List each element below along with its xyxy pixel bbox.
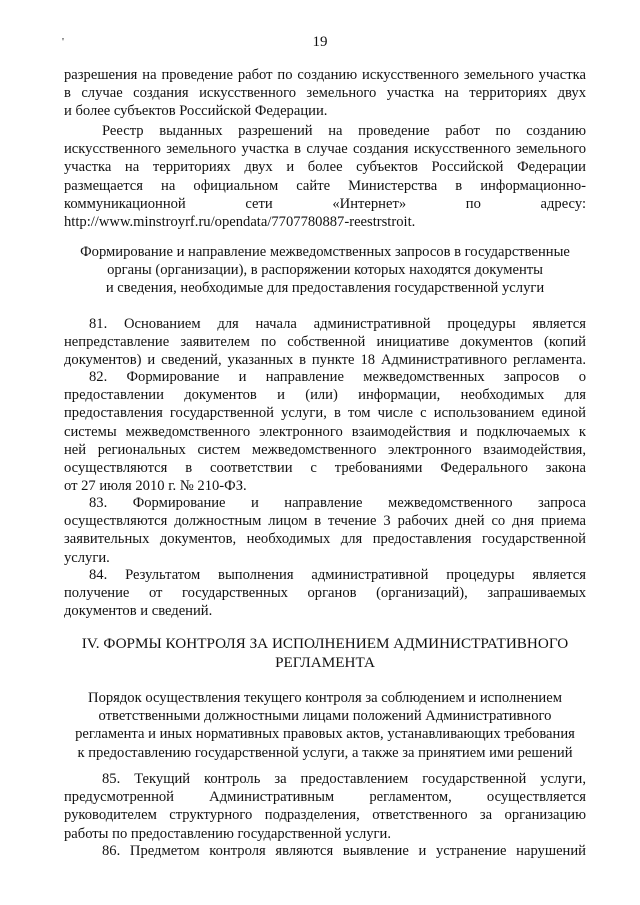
text-line: размещается на официальном сайте Министерства в информационно- — [64, 177, 586, 194]
text-line: к предоставлению государственной услуги, а также за принятием ими решений — [77, 744, 573, 761]
subsection-heading-interagency-requests — [64, 243, 586, 298]
text-line: участка на территориях двух и более субъектов Российской Федерации — [64, 159, 586, 176]
text-line: ответственными должностными лицами положений Административного — [98, 708, 552, 725]
text-line: системы межведомственного электронного взаимодействия и подключаемых к — [64, 423, 586, 440]
text-line: Порядок осуществления текущего контроля за соблюдением и исполнением — [88, 690, 562, 706]
text-line: предоставлении документов и (или) информации, необходимых для — [64, 387, 586, 404]
text-line: 86. Предметом контроля являются выявление и устранение нарушений — [102, 843, 586, 859]
text-line: регламента и иных нормативных правовых актов, устанавливающих требования — [75, 726, 575, 743]
text-line: осуществляются должностным лицом в течение 3 рабочих дней со дня приема — [64, 513, 586, 530]
text-line: 84. Результатом выполнения административной процедуры является — [89, 567, 586, 583]
text-line: заявительных документов, необходимых для предоставления государственной — [64, 531, 586, 548]
text-line: 83. Формирование и направление межведомственного запроса — [89, 495, 586, 511]
text-line: разрешения на проведение работ по созданию искусственного земельного участка — [64, 67, 586, 83]
text-line: и более субъектов Российской Федерации. — [64, 103, 328, 120]
text-line: коммуникационной сети «Интернет» по адресу: — [64, 195, 586, 212]
paragraph-83 — [64, 494, 586, 567]
paragraph-84 — [64, 566, 586, 621]
text-line: предоставления государственной услуги, в том числе с использованием единой — [64, 405, 586, 422]
paragraph-registry — [64, 122, 586, 231]
text-line: 85. Текущий контроль за предоставлением государственной услуги, — [102, 771, 586, 787]
text-line: Формирование и направление межведомственных запросов в государственные — [80, 244, 570, 260]
text-line: услуги. — [64, 549, 110, 566]
scan-mark: ' — [62, 36, 64, 48]
text-line: и сведения, необходимые для предоставления государственной услуги — [105, 280, 545, 297]
paragraph-continuation — [64, 66, 586, 121]
text-line: 81. Основанием для начала административной процедуры является — [89, 316, 586, 332]
text-line: в случае создания искусственного земельного участка на территориях двух — [64, 85, 586, 102]
text-line: http://www.minstroyrf.ru/opendata/7707780887-reestrstroit. — [64, 214, 416, 231]
section-heading-iv — [64, 634, 586, 672]
text-line: получение от государственных органов (организаций), запрашиваемых — [64, 585, 586, 602]
text-line: от 27 июля 2010 г. № 210-ФЗ. — [64, 478, 247, 495]
text-line: предусмотренной Административным регламентом, осуществляется — [64, 789, 586, 806]
text-line: искусственного земельного участка в случае создания искусственного земельного — [64, 141, 586, 158]
text-line: 82. Формирование и направление межведомственных запросов о — [89, 369, 586, 385]
text-line: непредставление заявителем по собственной инициативе документов (копий — [64, 334, 586, 351]
text-line: документов и сведений. — [64, 603, 213, 620]
text-line: осуществляются в соответствии с требованиями Федерального закона — [64, 460, 586, 477]
text-line: Реестр выданных разрешений на проведение работ по созданию — [102, 123, 586, 139]
text-line: документов) и сведений, указанных в пункте 18 Административного регламента. — [64, 352, 586, 369]
text-line: работы по предоставлению государственной услуги. — [64, 825, 391, 842]
text-line: руководителем структурного подразделения, ответственного за организацию — [64, 807, 586, 824]
text-line: ней региональных систем межведомственного электронного взаимодействия, — [64, 441, 586, 458]
paragraph-86 — [64, 842, 586, 860]
text-line: органы (организации), в распоряжении которых находятся документы — [107, 262, 543, 279]
paragraph-81 — [64, 315, 586, 370]
paragraph-85 — [64, 770, 586, 843]
page-number: 19 — [312, 34, 328, 50]
text-line: РЕГЛАМЕНТА — [275, 654, 375, 671]
paragraph-82 — [64, 368, 586, 495]
subsection-heading-current-control — [64, 689, 586, 762]
text-line: IV. ФОРМЫ КОНТРОЛЯ ЗА ИСПОЛНЕНИЕМ АДМИНИСТРАТИВНОГО — [81, 635, 569, 652]
